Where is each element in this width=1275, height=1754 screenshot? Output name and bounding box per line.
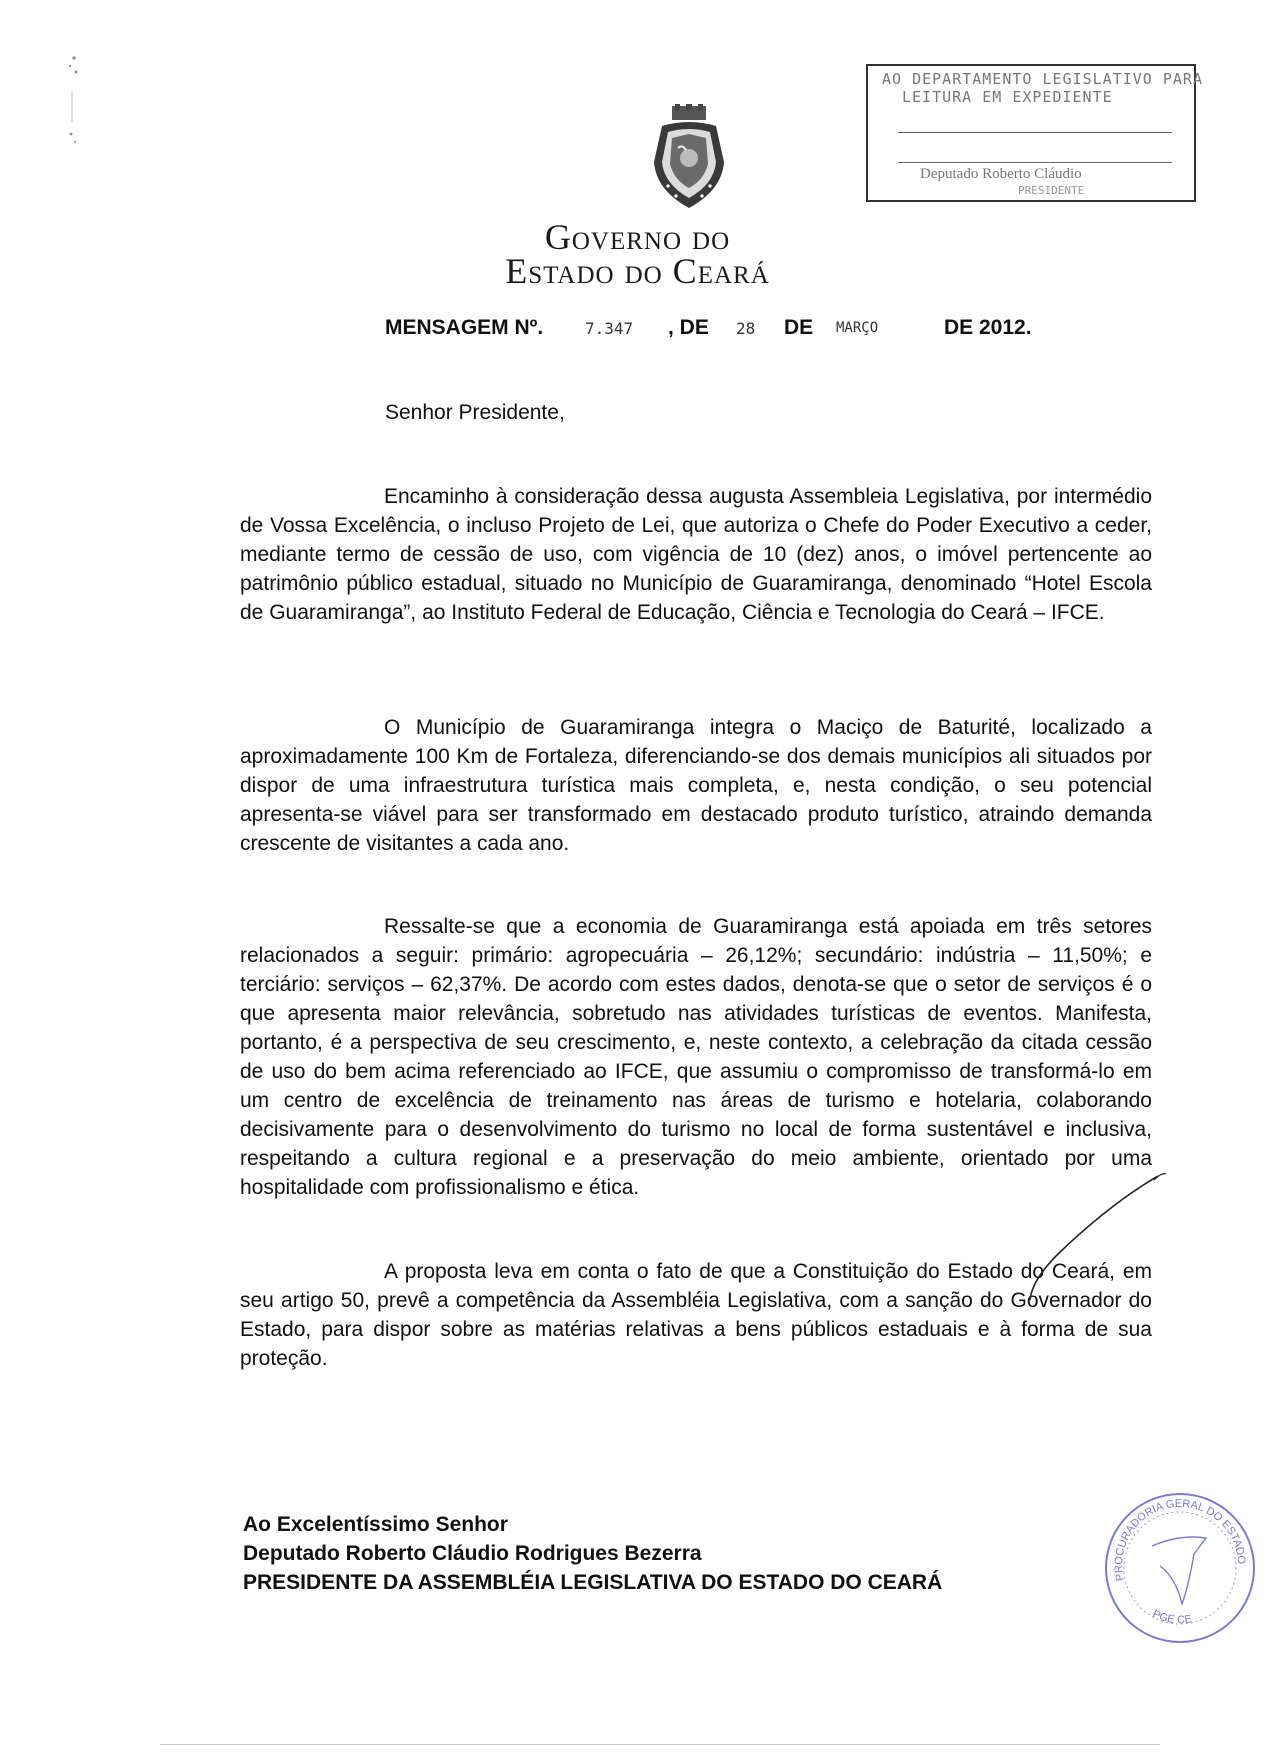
paragraph-2: O Município de Guaramiranga integra o Maciço de Baturité, localizado a aproximadamente 100 Km de Fortaleza, diferenciando-se dos demais municípios ali situados por dispor de uma infraestrutura turística mais completa, e, nesta condição, o seu potencial apresenta-se viável para ser transformado em destacado produto turístico, atraindo demanda crescente de visitantes a cada ano. (240, 716, 1152, 855)
government-title-line-1: Governo do (544, 217, 731, 257)
paragraph-1: Encaminho à consideração dessa augusta Assembleia Legislativa, por intermédio de Vossa Excelência, o incluso Projeto de Lei, que autoriza o Chefe do Poder Executivo a ceder, mediante termo de cessão de uso, com vigência de 10 (dez) anos, o imóvel pertencente ao patrimônio público estadual, situado no Município de Guaramiranga, denominado “Hotel Escola de Guaramiranga”, ao Instituto Federal de Educação, Ciência e Tecnologia do Ceará – IFCE. (240, 485, 1152, 624)
message-de-2: DE (784, 316, 814, 339)
salutation: Senhor Presidente, (385, 401, 565, 424)
stamp-rule (898, 162, 1172, 163)
scan-artifact (62, 52, 84, 148)
paragraph-4: A proposta leva em conta o fato de que a Constituição do Estado do Ceará, em seu artigo 50, prevê a competência da Assembléia Legislativa, com a sanção do Governador do Estado, para dispor sobre as matérias relativas a bens públicos estaduais e à forma de sua proteção. (240, 1260, 1152, 1370)
message-de-1: , DE (668, 316, 709, 339)
stamp-role: PRESIDENTE (1018, 184, 1085, 197)
message-month: MARÇO (836, 320, 879, 336)
seal-text-bottom: PGE CE (1150, 1607, 1193, 1627)
message-label: MENSAGEM Nº. (385, 316, 544, 339)
message-year: DE 2012. (944, 316, 1032, 339)
message-day: 28 (736, 319, 756, 338)
message-number: 7.347 (585, 319, 634, 338)
signature (1018, 1168, 1168, 1308)
paragraph-3: Ressalte-se que a economia de Guaramiranga está apoiada em três setores relacionados a seguir: primário: agropecuária – 26,12%; secundário: indústria – 11,50%; e terciário: serviços – 62,37%. De acordo com estes dados, denota-se que o setor de serviços é o que apresenta maior relevância, sobretudo nas atividades turísticas de eventos. Manifesta, portanto, é a perspectiva de seu crescimento, e, neste contexto, a celebração da citada cessão de uso do bem acima referenciado ao IFCE, que assumiu o compromisso de transformá-lo em um centro de excelência de treinamento nas áreas de turismo e hotelaria, colaborando decisivamente para o desenvolvimento do turismo no local de forma sustentável e inclusiva, respeitando a cultura regional e a preservação do meio ambiente, orientado por uma hospitalidade com profissionalismo e ética. (240, 915, 1152, 1199)
stamp-line-1: AO DEPARTAMENTO LEGISLATIVO PARA (882, 70, 1203, 88)
stamp-signatory: Deputado Roberto Cláudio (920, 166, 1082, 182)
stamp-rule (898, 132, 1172, 133)
coat-of-arms-icon (648, 104, 730, 210)
scan-edge-line (160, 1744, 1160, 1745)
addressee-line-2: Deputado Roberto Cláudio Rodrigues Bezerra (243, 1542, 702, 1565)
stamp-line-2: LEITURA EM EXPEDIENTE (902, 88, 1113, 106)
seal-text-top: PROCURADORIA GERAL DO ESTADO (1112, 1497, 1248, 1582)
protocol-stamp (866, 64, 1203, 202)
government-title-line-2: Estado do Ceará (505, 251, 770, 291)
addressee-line-1: Ao Excelentíssimo Senhor (243, 1513, 508, 1536)
pge-seal (1100, 1488, 1260, 1648)
addressee-line-3: PRESIDENTE DA ASSEMBLÉIA LEGISLATIVA DO ESTADO DO CEARÁ (243, 1571, 943, 1594)
